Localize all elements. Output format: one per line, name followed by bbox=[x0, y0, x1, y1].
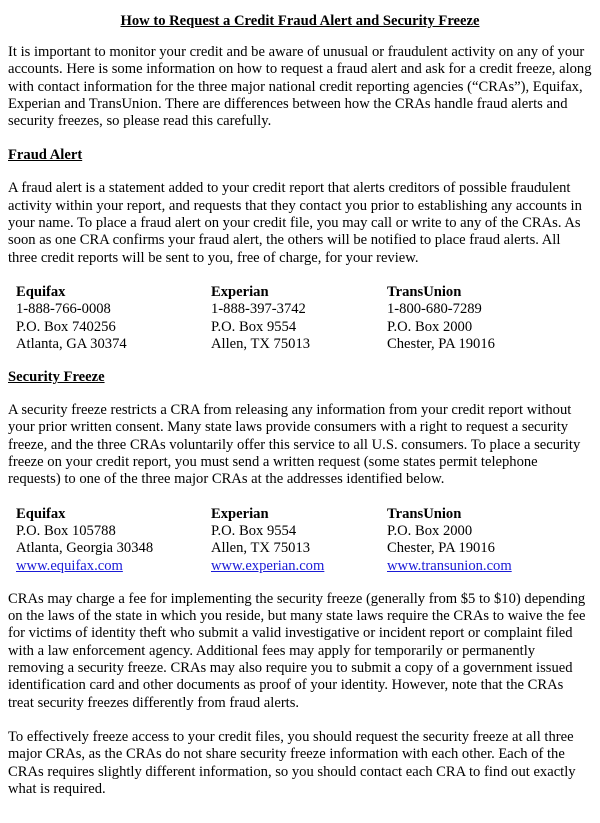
agency-city: Chester, PA 19016 bbox=[387, 540, 495, 557]
intro-paragraph: It is important to monitor your credit and be aware of unusual or fraudulent activity on any of your accounts. Here is some information on how to request a fraud alert and ask for a credit freeze, along with contact information for the three major national credit reporting agencies (“CRAs”), Equifax, Experian and TransUnion. There are differences between how the CRAs handle fraud alerts and security freezes, so please read this carefully. bbox=[8, 44, 592, 130]
agency-phone: 1-888-397-3742 bbox=[211, 301, 306, 318]
security-freeze-paragraph: A security freeze restricts a CRA from releasing any information from your credit report without your prior written consent. Many state laws provide consumers with a right to request a security freeze, and the three CRAs voluntarily offer this service to all U.S. consumers. To place a security freeze on your credit report, you must send a written request (some states permit telephone requests) to one of the three major CRAs at the addresses identified below. bbox=[8, 402, 581, 488]
experian-website-link[interactable]: www.experian.com bbox=[211, 557, 325, 574]
agency-experian bbox=[211, 284, 387, 353]
equifax-website-link[interactable]: www.equifax.com bbox=[16, 557, 123, 574]
agency-name: TransUnion bbox=[387, 505, 462, 522]
agency-phone: 1-800-680-7289 bbox=[387, 301, 482, 318]
fraud-alert-heading: Fraud Alert bbox=[8, 147, 83, 164]
agency-address: P.O. Box 105788 bbox=[16, 522, 116, 539]
fraud-alert-paragraph: A fraud alert is a statement added to your credit report that alerts creditors of possible fraudulent activity within your report, and requests that they contact you prior to establishing any accounts in your name. To place a fraud alert on your credit file, you may call or write to any of the CRAs. As soon as one CRA confirms your fraud alert, the others will be notified to place fraud alerts. All three credit reports will be sent to you, free of charge, for your review. bbox=[8, 180, 582, 266]
agency-city: Allen, TX 75013 bbox=[211, 540, 311, 557]
document-title: How to Request a Credit Fraud Alert and Security Freeze bbox=[120, 13, 480, 29]
agency-equifax bbox=[16, 284, 211, 353]
closing-paragraph: To effectively freeze access to your credit files, you should request the security freeze at all three major CRAs, as the CRAs do not share security freeze information with each other. Each of the CRAs requires slightly different information, so you should contact each CRA to find out exactly what is required. bbox=[8, 728, 576, 797]
agency-address: P.O. Box 740256 bbox=[16, 318, 116, 335]
fraud-alert-contacts bbox=[8, 284, 592, 353]
security-freeze-contacts bbox=[8, 506, 592, 575]
agency-name: TransUnion bbox=[387, 283, 462, 300]
agency-city: Atlanta, GA 30374 bbox=[16, 335, 127, 352]
agency-phone: 1-888-766-0008 bbox=[16, 301, 111, 318]
agency-name: Experian bbox=[211, 283, 269, 300]
agency-transunion bbox=[387, 284, 567, 353]
security-freeze-heading: Security Freeze bbox=[8, 369, 105, 386]
agency-name: Equifax bbox=[16, 283, 66, 300]
agency-city: Atlanta, Georgia 30348 bbox=[16, 540, 154, 557]
agency-experian bbox=[211, 506, 387, 575]
agency-transunion bbox=[387, 506, 567, 575]
agency-address: P.O. Box 2000 bbox=[387, 318, 473, 335]
agency-city: Allen, TX 75013 bbox=[211, 335, 311, 352]
agency-name: Equifax bbox=[16, 505, 66, 522]
agency-city: Chester, PA 19016 bbox=[387, 335, 495, 352]
agency-address: P.O. Box 9554 bbox=[211, 522, 297, 539]
transunion-website-link[interactable]: www.transunion.com bbox=[387, 557, 512, 574]
agency-address: P.O. Box 9554 bbox=[211, 318, 297, 335]
agency-equifax bbox=[16, 506, 211, 575]
agency-name: Experian bbox=[211, 505, 269, 522]
agency-address: P.O. Box 2000 bbox=[387, 522, 473, 539]
fees-paragraph: CRAs may charge a fee for implementing the security freeze (generally from $5 to $10) depending on the laws of the state in which you reside, but many state laws require the CRAs to waive the fee for victims of identity theft who submit a valid investigative or incident report or complaint filed with a law enforcement agency. Additional fees may apply for temporarily or permanently removing a security freeze. CRAs may also require you to submit a copy of a government issued identification card and other documents as proof of your identity. However, note that the CRAs treat security freezes differently from fraud alerts. bbox=[8, 590, 586, 711]
